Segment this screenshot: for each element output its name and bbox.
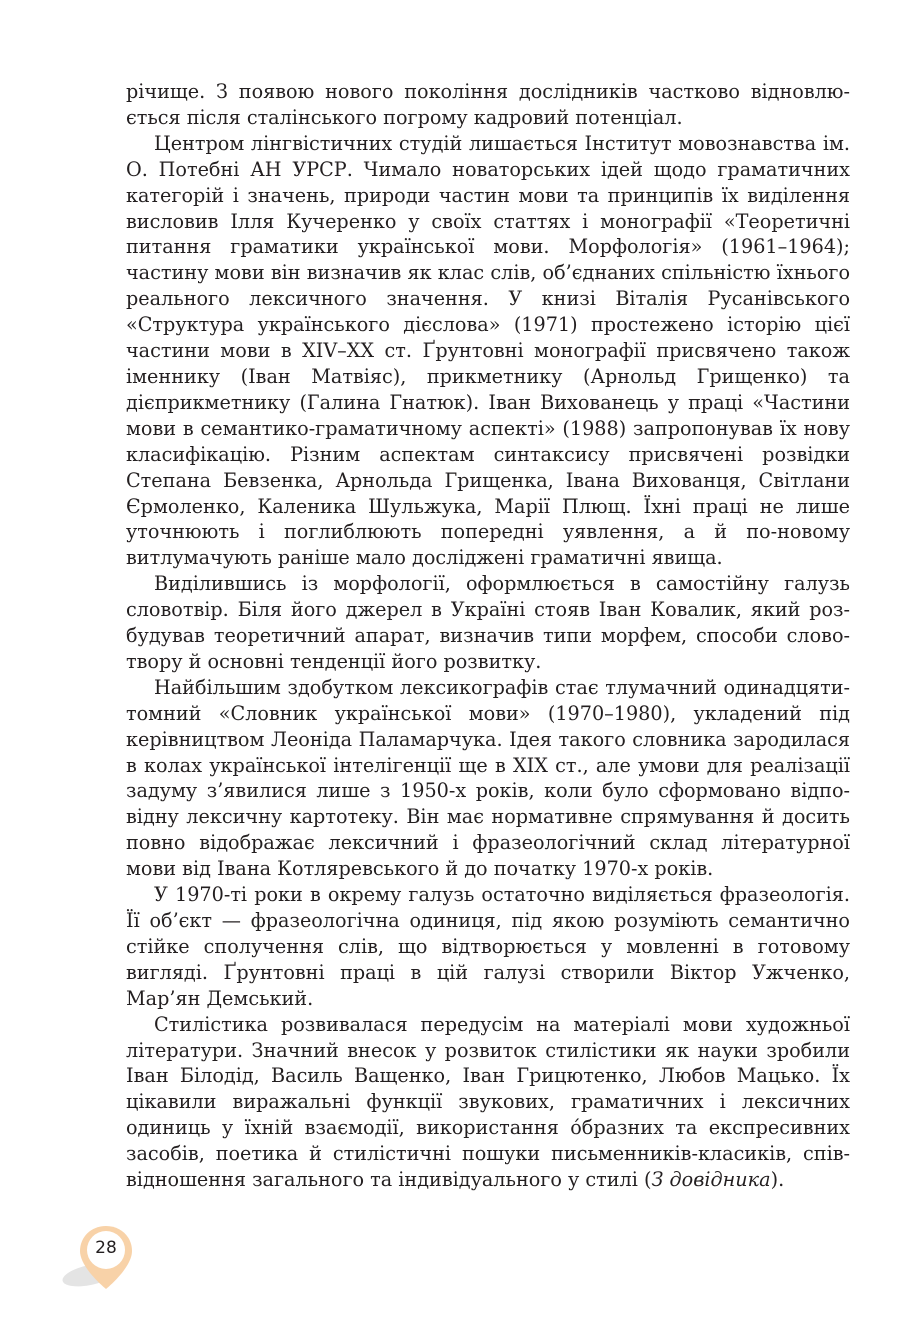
paragraph-6 xyxy=(126,1012,850,1193)
paragraph-6-body: Стилістика розвивалася передусім на матеріалі мови художньої літератури. Значний внесок у розвиток стилістики як науки зробили Іван Білодід, Василь Ващенко, Іван Грицютенко, Любов Мацько. Їх цікавили виражальні функції звукових, граматичних і лексичних одиниць у їхній взаємодії, використання о́бразних та експресивних засобів, поетика й стилістичні пошуки письменників-класиків, співвідношення загального та індивідуального у стилі ( xyxy=(126,1012,850,1192)
source-note: З довідника xyxy=(651,1168,771,1192)
paragraph-6-tail: ). xyxy=(770,1168,785,1192)
paragraph-2: Центром лінгвістичних студій лишається Інститут мовознавства ім. О. Потебні АН УРСР. Чимало новаторських ідей щодо граматичних категорій і значень, природи частин мови та принципів їх виділення висловив Ілля Кучеренко у своїх статтях і монографії «Теоретичні питання граматики української мови. Морфологія» (1961–1964); частину мови він визначив як клас слів, об’єднаних спільністю їхнього реального лексичного значення. У книзі Віталія Русанівського «Структура українського дієслова» (1971) простежено історію цієї частини мови в XIV–XX ст. Ґрунтовні монографії присвячено також іменнику (Іван Матвіяс), прикметнику (Арнольд Грищенко) та дієприкметнику (Галина Гнатюк). Іван Вихованець у праці «Частини мови в семантико-граматичному аспекті» (1988) запропонував їх нову класифікацію. Різним аспектам синтаксису присвячені розвідки Степана Бевзенка, Арнольда Грищенка, Івана Вихованця, Світлани Єрмоленко, Каленика Шульжука, Марії Плющ. Їхні праці не лише уточнюють і поглиблюють попередні уявлення, а й по-новому витлумачують раніше мало досліджені граматичні явища. xyxy=(126,131,850,570)
paragraph-1: річище. З появою нового покоління дослідників частково відновлюється після сталінського погрому кадровий потенціал. xyxy=(126,80,850,129)
page-body xyxy=(126,79,850,1193)
paragraph-5: У 1970-ті роки в окрему галузь остаточно виділяється фразеологія. Її об’єкт — фразеологічна одиниця, під якою розуміють семантично стійке сполучення слів, що відтворюється у мовленні в готовому вигляді. Ґрунтовні праці в цій галузі створили Віктор Ужченко, Мар’ян Демський. xyxy=(126,883,850,1010)
paragraph-4: Найбільшим здобутком лексикографів стає тлумачний одинадцятитомний «Словник української мови» (1970–1980), укладений під керівництвом Леоніда Паламарчука. Ідея такого словника зародилася в колах української інтелігенції ще в XIX ст., але умови для реалізації задуму з’явилися лише з 1950-х років, коли було сформовано відповідну лексичну картотеку. Він має нормативне спрямування й досить повно відображає лексичний і фразеологічний склад літературної мови від Івана Котляревського й до початку 1970-х років. xyxy=(126,675,850,881)
paragraph-3: Виділившись із морфології, оформлюється в самостійну галузь словотвір. Біля його джерел в Україні стояв Іван Ковалик, який розбудував теоретичний апарат, визначив типи морфем, способи словотвору й основні тенденції його розвитку. xyxy=(126,572,850,673)
page-number: 28 xyxy=(95,1238,117,1258)
